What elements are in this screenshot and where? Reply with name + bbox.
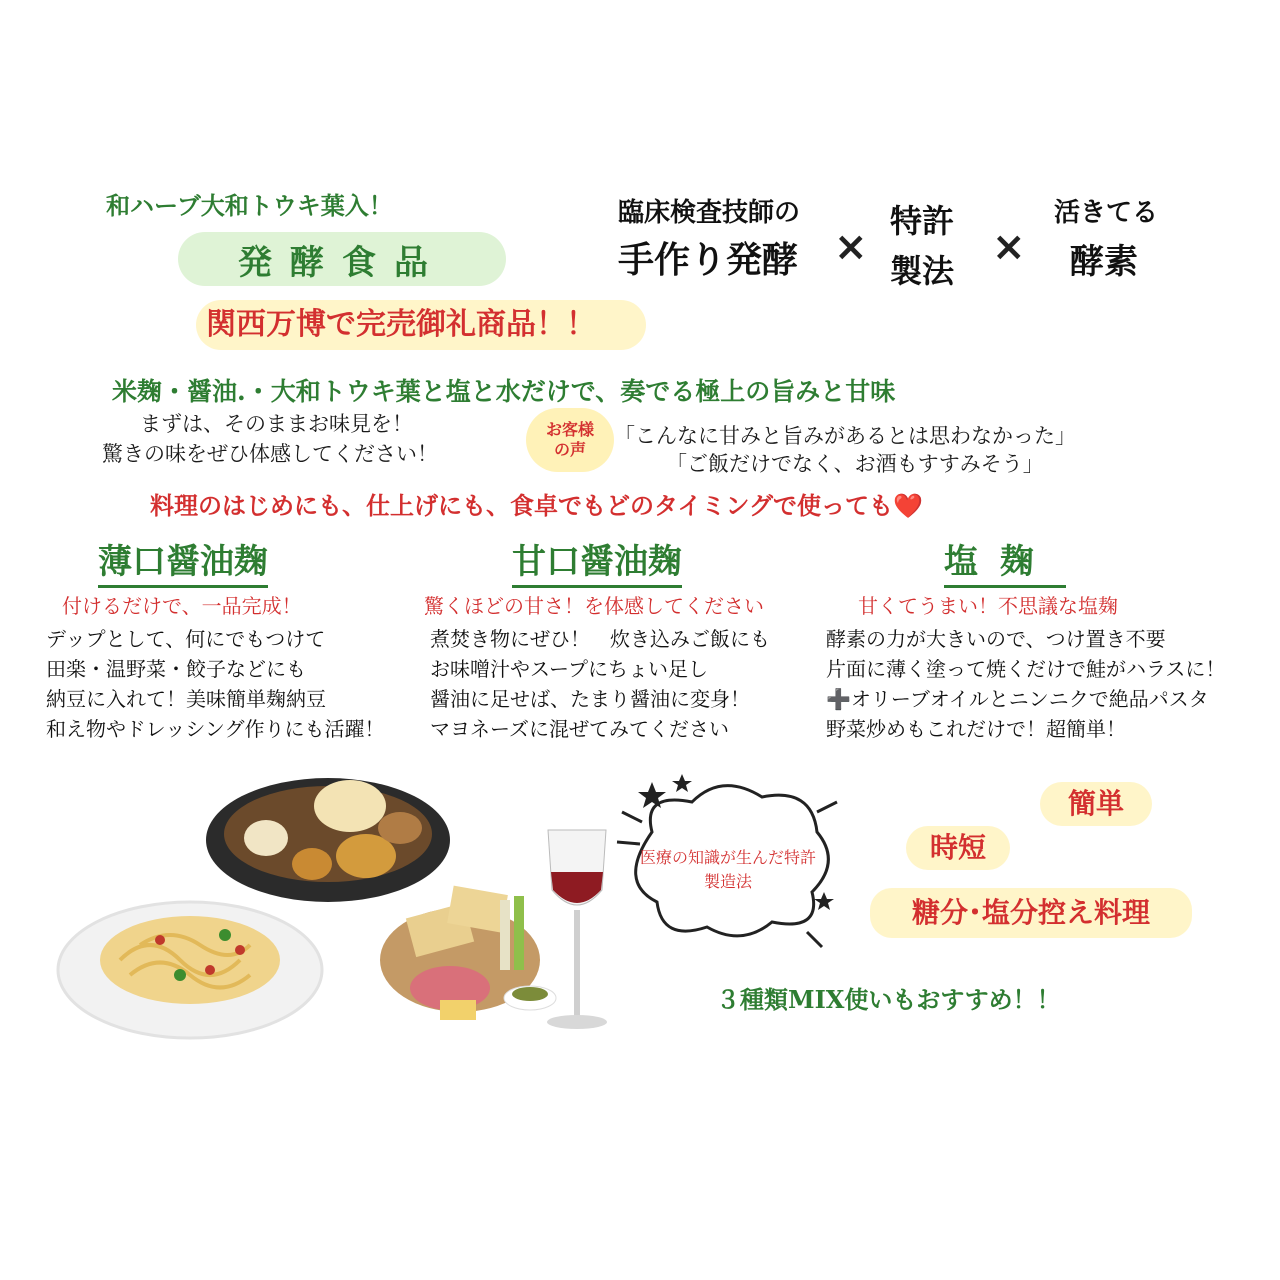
list-item: 片面に薄く塗って焼くだけで鮭がハラスに！ (826, 657, 1226, 681)
times-icon: × (834, 224, 868, 270)
expo-sold-out-label: 関西万博で完売御礼商品！！ (196, 300, 646, 350)
intro-line-1: まずは、そのままお味見を！ (140, 412, 413, 436)
customer-voice-badge (526, 408, 614, 472)
product-description-amakuchi (430, 624, 770, 744)
list-item: マヨネーズに混ぜてみてください (430, 717, 729, 741)
claim-lab-technician: 臨床検査技師の (618, 198, 801, 228)
product-type-label: 発酵食品 (178, 232, 506, 286)
mix-recommendation: ３種類MIX使いもおすすめ！！ (716, 985, 1061, 1014)
voice-badge-line2: の声 (553, 440, 586, 459)
claim-enzyme: 酵素 (1070, 242, 1138, 282)
product-heading-shio: 塩麹 (944, 534, 1066, 588)
product-heading-amakuchi: 甘口醤油麹 (512, 534, 682, 588)
claim-patent: 特許 (890, 202, 955, 240)
list-item: 納豆に入れて！美味簡単麹納豆 (46, 687, 326, 711)
ingredients-tagline: 米麹・醤油.・大和トウキ葉と塩と水だけで、奏でる極上の旨みと甘味 (112, 377, 896, 406)
food-photo-illustration (40, 760, 640, 1060)
product-description-usukuchi (46, 624, 385, 744)
product-description-shio (826, 624, 1225, 744)
intro-line-2: 驚きの味をぜひ体感してください！ (102, 442, 438, 466)
list-item: 酵素の力が大きいので、つけ置き不要 (826, 627, 1166, 651)
product-subtitle-usukuchi: 付けるだけで、一品完成！ (62, 594, 302, 618)
voice-badge-line1: お客様 (545, 420, 594, 439)
badge-easy: 簡単 (1040, 782, 1152, 826)
product-heading-usukuchi: 薄口醤油麹 (98, 534, 268, 588)
herb-tagline: 和ハーブ大和トウキ葉入！ (106, 191, 393, 220)
badge-time-saving: 時短 (906, 826, 1010, 870)
list-item: 野菜炒めもこれだけで！超簡単！ (826, 717, 1126, 741)
customer-quote-1: 「こんなに甘みと旨みがあるとは思わなかった」 (614, 424, 1076, 448)
list-item: 煮焚き物にぜひ！ 炊き込みご飯にも (430, 627, 770, 651)
list-item: 醤油に足せば、たまり醤油に変身！ (430, 687, 750, 711)
list-item: お味噌汁やスープにちょい足し (430, 657, 708, 681)
claim-handmade-fermentation: 手作り発酵 (618, 240, 799, 281)
product-subtitle-shio: 甘くてうまい！不思議な塩麹 (858, 594, 1118, 618)
list-item: ➕オリーブオイルとニンニクで絶品パスタ (826, 687, 1209, 711)
customer-quote-2: 「ご飯だけでなく、お酒もすすみそう」 (666, 452, 1044, 476)
claim-living: 活きてる (1054, 198, 1159, 228)
claim-method: 製法 (890, 252, 955, 290)
product-subtitle-amakuchi: 驚くほどの甘さ！を体感してください (424, 594, 764, 618)
usage-timing-text: 料理のはじめにも、仕上げにも、食卓でもどのタイミングで使っても❤️ (150, 491, 923, 520)
list-item: 田楽・温野菜・餃子などにも (46, 657, 306, 681)
star-icon (814, 892, 834, 910)
bubble-text: 医療の知識が生んだ特許製造法 (640, 848, 817, 891)
star-icon (672, 774, 692, 792)
times-icon: × (992, 224, 1026, 270)
badge-low-sugar-salt: 糖分･塩分控え料理 (870, 888, 1192, 938)
list-item: デップとして、何にでもつけて (46, 627, 326, 651)
list-item: 和え物やドレッシング作りにも活躍！ (46, 717, 385, 741)
